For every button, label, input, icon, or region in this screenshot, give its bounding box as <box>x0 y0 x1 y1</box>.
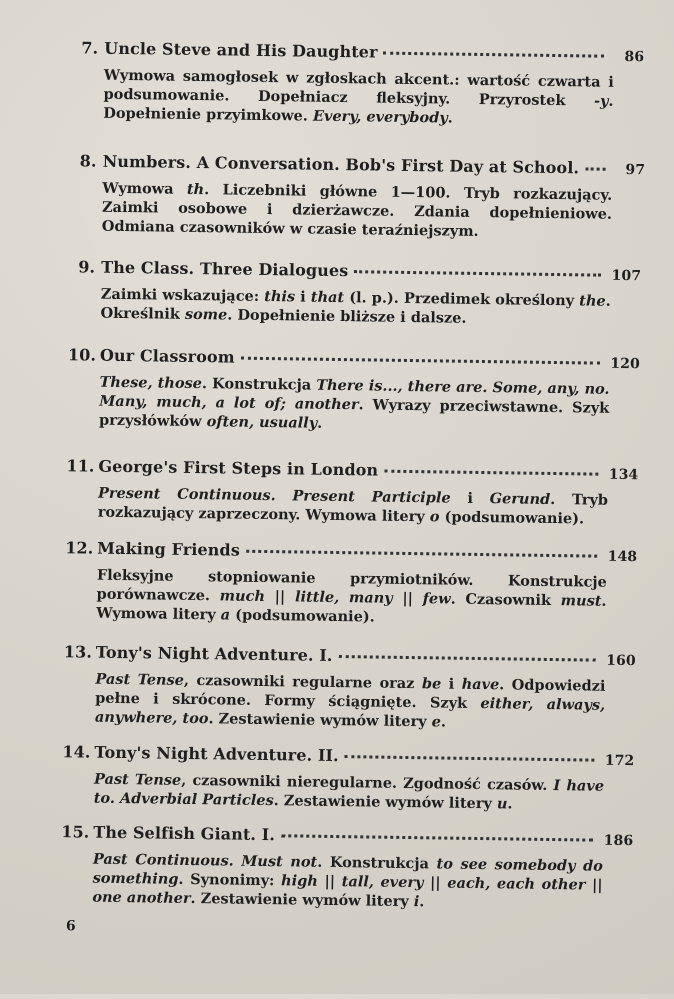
desc-text: . <box>317 414 323 432</box>
desc-text: . Wyrazy przeciwstawne. Szyk przysłówków <box>98 396 610 431</box>
entry-number: 11. <box>66 456 95 476</box>
desc-text: . <box>440 713 447 731</box>
entry-number: 13. <box>63 642 93 662</box>
entry-title: Making Friends <box>97 538 241 560</box>
entry-description <box>92 850 603 914</box>
entry-description <box>95 670 606 734</box>
entry-title-row <box>71 151 646 180</box>
desc-text: . Konstrukcja <box>201 375 317 394</box>
italic-term: Present Continuous. Present Participle <box>97 484 451 507</box>
desc-text: . Określnik <box>100 292 611 323</box>
entry-description <box>102 179 613 243</box>
italic-term: either, always, anywhere, too <box>94 695 606 728</box>
entry-number: 14. <box>62 742 91 762</box>
dot-leader <box>354 268 601 276</box>
entry-page-number: 120 <box>610 355 640 373</box>
italic-term: o <box>429 508 440 526</box>
entry-title: George's First Steps in London <box>98 456 379 480</box>
entry-title-row <box>66 456 638 485</box>
italic-term: much || little, many || few <box>219 587 451 608</box>
desc-text: . Liczebniki główne 1—100. Tryb rozkazujący. Zaimki osobowe i dzierżawcze. Zdania dopełnieniowe. Odmiana czasowników w czasie teraźniejszym. <box>101 181 613 240</box>
italic-term: that <box>310 288 345 307</box>
italic-term: must <box>560 592 602 610</box>
dot-leader <box>241 355 600 365</box>
desc-text: . Dopełnienie bliższe i dalsze. <box>227 306 467 327</box>
entry-title: Tony's Night Adventure. II. <box>94 742 339 766</box>
desc-text: i <box>450 489 490 508</box>
desc-text: Wymowa <box>102 179 188 198</box>
entry-number: 12. <box>65 538 94 558</box>
desc-text: (l. p.). Przedimek określony <box>344 289 580 310</box>
italic-term: this <box>264 287 296 306</box>
desc-text: . Zestawienie wymów litery <box>208 710 432 731</box>
italic-term: Past Tense <box>93 770 182 789</box>
italic-term: e <box>431 713 442 731</box>
desc-text: i <box>441 675 462 693</box>
italic-term: These, those <box>99 373 203 393</box>
desc-text: . Tryb rozkazujący zaprzeczony. Wymowa litery <box>97 490 609 526</box>
desc-text: (podsumowanie). <box>230 606 375 626</box>
entry-title: Our Classroom <box>99 345 235 367</box>
entry-page-number: 86 <box>624 48 645 66</box>
italic-term: to see somebody do something <box>92 855 604 888</box>
toc-entry <box>64 538 637 630</box>
italic-term: i <box>413 893 420 911</box>
entry-page-number: 186 <box>603 832 634 850</box>
italic-term: some <box>184 305 228 324</box>
toc-entry <box>62 742 635 815</box>
italic-term: I have to. Adverbial Particles <box>93 777 605 810</box>
desc-text: . Zestawienie wymów litery <box>273 792 498 813</box>
desc-text: Zaimki wskazujące: <box>100 285 265 305</box>
entry-title: The Class. Three Dialogues <box>101 257 349 281</box>
desc-text: , czasowniki regularne oraz <box>183 671 423 693</box>
italic-term: have <box>461 675 500 694</box>
dot-leader <box>281 832 593 841</box>
italic-term: the <box>579 292 606 310</box>
italic-term: Past Tense <box>95 670 185 689</box>
desc-text: Fleksyjne stopniowanie przymiotników. Konstrukcje porównawcze. <box>96 566 607 605</box>
dot-leader <box>384 50 605 58</box>
dot-leader <box>384 468 598 476</box>
desc-text: . Odpowiedzi pełne i skrócone. Formy ściągnięte. Szyk <box>95 676 606 713</box>
entry-title-row <box>64 642 636 671</box>
entry-title-row <box>68 345 640 374</box>
desc-text: . Czasownik <box>450 590 561 610</box>
entry-title-row <box>62 742 634 771</box>
entry-title-row <box>69 257 641 286</box>
dot-leader <box>339 653 596 662</box>
toc-entry <box>70 151 646 243</box>
entry-number: 10. <box>67 345 97 365</box>
desc-text: . <box>419 893 425 911</box>
entry-title-row <box>65 538 637 567</box>
entry-page-number: 160 <box>606 652 636 670</box>
italic-term: a <box>220 606 231 624</box>
italic-term: high || tall, every || each, each other || one another <box>92 872 603 907</box>
entry-number: 15. <box>61 822 90 842</box>
desc-text: . <box>507 795 513 813</box>
italic-term: Every, everybody <box>312 107 448 127</box>
entry-title-row <box>61 822 633 851</box>
desc-text: Wymowa samogłosek w zgłoskach akcent.: wartość czwarta i podsumowanie. Dopełniacz fleksyjny. Przyrostek <box>103 66 614 110</box>
toc-entry <box>67 345 640 437</box>
desc-text: (podsumowanie). <box>439 508 585 528</box>
entry-description <box>103 66 614 130</box>
toc-entry <box>66 456 639 529</box>
entry-title: The Selfish Giant. I. <box>93 822 276 845</box>
italic-term: u <box>496 795 508 813</box>
entry-page-number: 107 <box>611 267 642 285</box>
entry-number: 8. <box>79 151 97 171</box>
entry-number: 7. <box>81 38 99 58</box>
entry-description <box>98 484 608 529</box>
entry-description <box>96 566 607 630</box>
entry-description <box>100 285 610 330</box>
desc-text: . Zestawienie wymów litery <box>190 889 414 911</box>
toc-entry <box>60 822 633 914</box>
entry-title-row <box>72 38 644 67</box>
desc-text: i <box>295 288 311 306</box>
italic-term: Gerund <box>489 490 551 508</box>
entry-page-number: 134 <box>608 466 639 484</box>
entry-page-number: 148 <box>607 548 638 566</box>
italic-term: Past Continuous. Must not <box>92 850 318 871</box>
footer-page-number: 6 <box>65 918 76 935</box>
desc-text: . Konstrukcja <box>317 853 437 873</box>
entry-number: 9. <box>78 257 96 277</box>
entry-title: Tony's Night Adventure. I. <box>95 642 333 665</box>
entry-description <box>99 373 610 437</box>
italic-term: be <box>421 675 442 693</box>
dot-leader <box>246 548 597 558</box>
italic-term: There is..., there are. Some, any, no. Many, much, a lot of; another <box>99 376 610 414</box>
toc-entry <box>63 642 636 734</box>
desc-text: . <box>447 109 453 127</box>
desc-text: . Dopełnienie przyimkowe. <box>103 92 614 125</box>
italic-term: often, usually <box>206 413 318 432</box>
entry-page-number: 172 <box>604 752 635 770</box>
toc-entry <box>68 257 641 330</box>
desc-text: . Synonimy: <box>178 870 282 890</box>
italic-term: th <box>186 180 205 199</box>
italic-term: -y <box>593 92 609 110</box>
entry-page-number: 97 <box>625 161 646 179</box>
entry-title: Numbers. A Conversation. Bob's First Day at School. <box>102 151 580 178</box>
desc-text: . Wymowa litery <box>96 592 607 624</box>
entry-title: Uncle Steve and His Daughter <box>104 38 378 62</box>
desc-text: , czasowniki nieregularne. Zgodność czasów. <box>181 771 554 795</box>
toc-entry <box>71 38 644 130</box>
dot-leader <box>585 165 605 170</box>
entry-description <box>94 770 604 815</box>
dot-leader <box>345 753 595 761</box>
